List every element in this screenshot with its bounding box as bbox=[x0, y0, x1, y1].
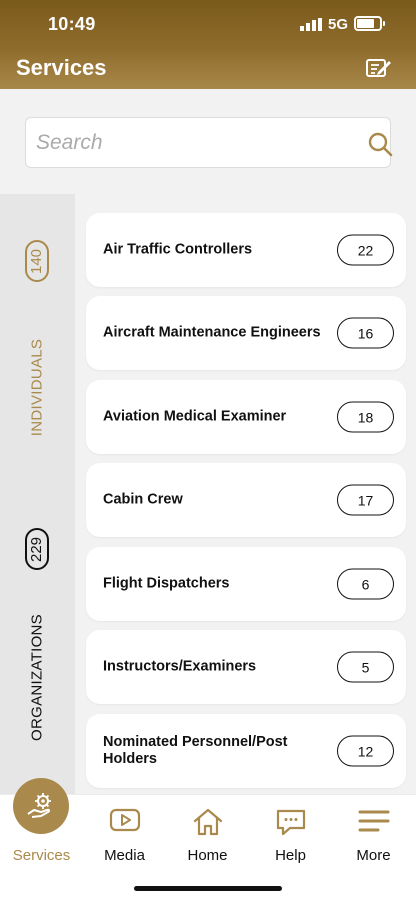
service-item-label: Aircraft Maintenance Engineers bbox=[103, 324, 321, 341]
service-count-badge: 17 bbox=[337, 485, 394, 516]
battery-icon bbox=[354, 16, 382, 31]
status-time: 10:49 bbox=[48, 14, 96, 34]
service-item-aircraft-maintenance-engineers[interactable] bbox=[86, 296, 406, 370]
service-count-badge: 12 bbox=[337, 736, 394, 767]
network-type: 5G bbox=[328, 16, 349, 33]
service-item-nominated-personnel[interactable] bbox=[86, 714, 406, 788]
tab-help[interactable] bbox=[249, 795, 332, 875]
service-item-label: Flight Dispatchers bbox=[103, 575, 230, 592]
status-bar bbox=[0, 0, 416, 48]
service-count-badge: 6 bbox=[337, 569, 394, 600]
tab-media[interactable] bbox=[83, 795, 166, 875]
play-icon bbox=[109, 807, 141, 833]
tab-help-label: Help bbox=[275, 847, 306, 864]
tab-services-label: Services bbox=[12, 847, 71, 864]
home-icon bbox=[192, 807, 224, 837]
service-item-label: Cabin Crew bbox=[103, 491, 183, 508]
page-title: Services bbox=[16, 55, 107, 80]
tab-individuals-label: INDIVIDUALS bbox=[28, 338, 46, 437]
app-header bbox=[0, 0, 416, 89]
tab-organizations-label: ORGANIZATIONS bbox=[28, 614, 46, 741]
search-bar bbox=[25, 117, 391, 168]
service-count-badge: 16 bbox=[337, 318, 394, 349]
service-count-badge: 22 bbox=[337, 235, 394, 266]
menu-icon bbox=[358, 807, 390, 835]
service-item-label: Aviation Medical Examiner bbox=[103, 408, 287, 425]
services-bubble bbox=[13, 778, 69, 834]
tab-home-label: Home bbox=[187, 847, 228, 864]
service-item-flight-dispatchers[interactable] bbox=[86, 547, 406, 621]
edit-note-icon[interactable] bbox=[364, 54, 392, 82]
search-icon[interactable] bbox=[366, 130, 394, 158]
organizations-count-badge: 229 bbox=[25, 528, 49, 570]
service-count-badge: 18 bbox=[337, 402, 394, 433]
service-item-aviation-medical-examiner[interactable] bbox=[86, 380, 406, 454]
tab-services[interactable] bbox=[0, 795, 83, 875]
service-count-badge: 5 bbox=[337, 652, 394, 683]
bottom-tab-bar bbox=[0, 794, 416, 900]
search-input[interactable] bbox=[36, 128, 326, 158]
service-item-label: Instructors/Examiners bbox=[103, 658, 257, 675]
service-item-cabin-crew[interactable] bbox=[86, 463, 406, 537]
cellular-signal-icon bbox=[300, 18, 322, 31]
home-indicator bbox=[134, 886, 282, 891]
tab-organizations[interactable] bbox=[0, 524, 75, 794]
tab-individuals[interactable] bbox=[0, 194, 75, 524]
service-item-instructors-examiners[interactable] bbox=[86, 630, 406, 704]
tab-more-label: More bbox=[356, 847, 391, 864]
service-item-label: Air Traffic Controllers bbox=[103, 241, 253, 258]
services-hand-gear-icon bbox=[25, 790, 57, 822]
chat-bubble-icon bbox=[275, 807, 307, 837]
individuals-count-badge: 140 bbox=[25, 240, 49, 282]
category-sidebar bbox=[0, 194, 75, 794]
tab-media-label: Media bbox=[104, 847, 145, 864]
service-item-label: Nominated Personnel/Post Holders bbox=[103, 734, 288, 767]
tab-more[interactable] bbox=[332, 795, 415, 875]
tab-home[interactable] bbox=[166, 795, 249, 875]
service-item-air-traffic-controllers[interactable] bbox=[86, 213, 406, 287]
